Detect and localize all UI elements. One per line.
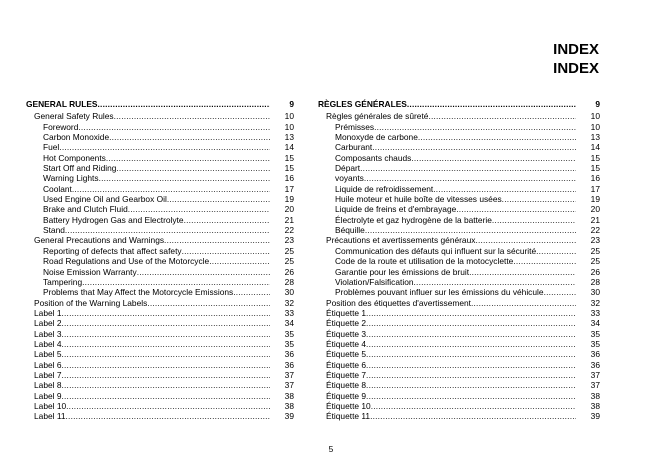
toc-dot-leader [61,370,270,380]
toc-entry-title: Noise Emission Warranty [43,266,137,277]
toc-dot-leader [544,287,576,297]
toc-entry-title: Étiquette 11 [326,411,371,422]
toc-entry[interactable] [318,370,600,380]
toc-entry-page: 25 [590,245,600,256]
toc-entry-page: 33 [284,307,294,318]
toc-dot-leader [433,184,576,194]
toc-entry-page: 25 [284,245,294,256]
toc-entry[interactable] [318,277,600,287]
toc-dot-leader [66,411,270,421]
toc-dot-leader [167,194,270,204]
toc-entry-title: Coolant [43,183,72,194]
toc-entry[interactable] [26,215,294,225]
toc-entry-title: Composants chauds [335,152,412,163]
toc-entry[interactable] [26,194,294,204]
toc-dot-leader [502,194,576,204]
toc-entry-title: Label 1 [34,307,62,318]
toc-entry-title: Garantie pour les émissions de bruit [335,266,470,277]
toc-entry-page: 23 [590,235,600,246]
toc-entry-page: 15 [284,163,294,174]
toc-entry[interactable] [26,308,294,318]
toc-entry-title: Étiquette 10 [326,400,371,411]
toc-entry[interactable] [26,339,294,349]
toc-entry[interactable] [318,329,600,339]
toc-entry-page: 32 [590,297,600,308]
toc-dot-leader [366,360,576,370]
toc-entry-page: 26 [590,266,600,277]
toc-entry[interactable] [318,298,600,308]
toc-entry-title: Précautions et avertissements généraux [326,235,476,246]
toc-entry[interactable] [318,318,600,328]
toc-entry-title: Label 7 [34,369,62,380]
toc-dot-leader [106,153,270,163]
toc-entry-page: 10 [590,121,600,132]
toc-entry-title: Label 3 [34,328,62,339]
toc-entry-page: 34 [590,318,600,329]
toc-entry[interactable] [26,380,294,390]
toc-entry-title: Position of the Warning Labels [34,297,148,308]
toc-dot-leader [366,370,576,380]
toc-dot-leader [475,235,576,245]
toc-entry[interactable] [318,194,600,204]
toc-entry-title: Violation/Falsification [335,276,414,287]
toc-entry-page: 38 [284,390,294,401]
toc-entry-title: Label 9 [34,390,62,401]
toc-dot-leader [364,173,576,183]
toc-entry[interactable] [318,380,600,390]
toc-entry-title: Électrolyte et gaz hydrogène de la batterie [335,214,492,225]
toc-entry[interactable] [26,411,294,421]
toc-entry-title: Used Engine Oil and Gearbox Oil [43,194,167,205]
toc-entry[interactable] [26,204,294,214]
toc-entry[interactable] [318,360,600,370]
toc-entry[interactable] [318,225,600,235]
toc-dot-leader [61,308,270,318]
toc-entry-title: Monoxyde de carbone [335,132,418,143]
toc-dot-leader [61,339,270,349]
toc-entry[interactable] [26,277,294,287]
toc-entry-page: 37 [284,369,294,380]
toc-entry-page: 33 [590,307,600,318]
toc-entry-page: 16 [590,173,600,184]
toc-dot-leader [366,349,576,359]
toc-entry-title: Brake and Clutch Fluid [43,204,128,215]
toc-entry-title: Étiquette 2 [326,318,367,329]
toc-entry-page: 17 [590,183,600,194]
toc-dot-leader [366,318,576,328]
index-title-en: INDEX [553,41,599,58]
toc-entry-title: Hot Components [43,152,106,163]
toc-dot-leader [372,142,576,152]
toc-entry-page: 20 [284,204,294,215]
toc-dot-leader [471,298,576,308]
toc-dot-leader [98,99,270,109]
toc-entry[interactable] [318,339,600,349]
toc-entry-title: Carbon Monoxide [43,132,110,143]
toc-entry-page: 28 [284,276,294,287]
toc-entry[interactable] [26,391,294,401]
toc-entry[interactable] [318,204,600,214]
toc-entry-page: 38 [590,390,600,401]
toc-entry[interactable] [26,287,294,297]
page-number: 5 [328,444,334,454]
toc-entry-page: 15 [284,152,294,163]
toc-dot-leader [414,277,576,287]
toc-dot-leader [128,204,270,214]
toc-entry[interactable] [318,142,600,152]
toc-entry-title: Étiquette 3 [326,328,367,339]
toc-entry-title: Code de la route et utilisation de la motocyclette [335,256,514,267]
toc-entry-title: Label 11 [34,411,66,422]
toc-entry-title: Battery Hydrogen Gas and Electrolyte [43,214,184,225]
toc-dot-leader [78,122,270,132]
toc-entry-title: Start Off and Riding [43,163,117,174]
toc-entry-title: Étiquette 5 [326,349,367,360]
toc-entry-page: 10 [284,121,294,132]
toc-entry-page: 25 [284,256,294,267]
toc-entry[interactable] [318,308,600,318]
toc-entry-title: Label 6 [34,359,62,370]
toc-entry[interactable] [318,122,600,132]
toc-entry-page: 9 [595,99,600,109]
toc-dot-leader [61,349,270,359]
toc-entry-page: 37 [284,380,294,391]
index-titles [553,40,599,78]
toc-entry-title: Départ [335,163,361,174]
toc-entry-page: 34 [284,318,294,329]
toc-entry-page: 39 [284,411,294,422]
toc-entry[interactable] [26,401,294,411]
toc-entry-page: 20 [590,204,600,215]
toc-entry[interactable] [318,153,600,163]
toc-dot-leader [209,256,270,266]
toc-entry-page: 36 [284,359,294,370]
toc-dot-leader [82,277,270,287]
toc-entry-page: 35 [590,328,600,339]
toc-dot-leader [360,163,576,173]
toc-dot-leader [366,339,576,349]
toc-entry-page: 37 [590,369,600,380]
toc-entry-title: Label 4 [34,338,62,349]
toc-entry-page: 10 [284,111,294,122]
toc-dot-leader [428,111,576,121]
toc-entry-page: 16 [284,173,294,184]
toc-entry-page: 35 [590,338,600,349]
toc-entry-title: Étiquette 7 [326,369,367,380]
toc-dot-leader [61,318,270,328]
toc-entry[interactable] [26,256,294,266]
toc-entry-page: 30 [590,287,600,298]
toc-entry-page: 17 [284,183,294,194]
toc-entry[interactable] [26,349,294,359]
toc-entry-page: 13 [590,132,600,143]
toc-dot-leader [371,401,576,411]
toc-entry-page: 22 [590,225,600,236]
toc-entry-page: 38 [284,400,294,411]
toc-entry-page: 23 [284,235,294,246]
toc-entry-page: 21 [284,214,294,225]
toc-entry[interactable] [318,256,600,266]
toc-entry-title: General Safety Rules [34,111,114,122]
toc-dot-leader [182,246,270,256]
toc-dot-leader [164,235,270,245]
toc-entry-title: voyants [335,173,364,184]
toc-entry[interactable] [26,142,294,152]
index-title-fr: INDEX [553,60,599,77]
toc-entry-title: Béquille [335,225,365,236]
toc-column-french [318,99,600,422]
toc-entry-page: 35 [284,338,294,349]
toc-entry[interactable] [26,153,294,163]
toc-section-heading[interactable] [318,99,600,109]
toc-entry-page: 14 [284,142,294,153]
toc-entry-title: Étiquette 4 [326,338,367,349]
toc-entry[interactable] [26,111,294,121]
toc-entry-page: 22 [284,225,294,236]
toc-entry-page: 36 [590,349,600,360]
toc-entry-title: Label 2 [34,318,62,329]
toc-dot-leader [109,132,270,142]
toc-dot-leader [61,360,270,370]
toc-entry[interactable] [26,246,294,256]
toc-dot-leader [407,99,576,109]
toc-entry-title: Tampering [43,276,83,287]
toc-entry-title: Foreword [43,121,79,132]
toc-dot-leader [65,225,270,235]
toc-entry-page: 13 [284,132,294,143]
toc-dot-leader [184,215,270,225]
toc-entry-title: Communication des défauts qui influent sur la sécurité [335,245,537,256]
toc-dot-leader [374,122,576,132]
toc-entry[interactable] [26,122,294,132]
toc-entry-title: General Precautions and Warnings [34,235,165,246]
toc-entry[interactable] [26,184,294,194]
toc-entry-page: 30 [284,287,294,298]
toc-dot-leader [99,173,270,183]
toc-entry[interactable] [26,298,294,308]
toc-entry-page: 14 [590,142,600,153]
toc-entry-title: Warning Lights [43,173,99,184]
toc-dot-leader [147,298,270,308]
toc-entry-title: Carburant [335,142,373,153]
toc-entry[interactable] [318,173,600,183]
toc-entry[interactable] [26,225,294,235]
toc-dot-leader [61,380,270,390]
toc-entry-page: 25 [590,256,600,267]
toc-entry[interactable] [318,132,600,142]
toc-dot-leader [365,225,576,235]
toc-dot-leader [469,267,576,277]
toc-entry-page: 19 [590,194,600,205]
toc-dot-leader [370,411,576,421]
toc-entry-page: 35 [284,328,294,339]
toc-entry-page: 39 [590,411,600,422]
toc-entry-title: Liquide de freins et d'embrayage [335,204,457,215]
toc-dot-leader [366,391,576,401]
toc-entry-title: Liquide de refroidissement [335,183,434,194]
toc-entry[interactable] [318,184,600,194]
toc-entry-title: Étiquette 8 [326,380,367,391]
toc-entry-page: 36 [284,349,294,360]
toc-dot-leader [366,329,576,339]
toc-dot-leader [366,380,576,390]
toc-entry-title: Label 10 [34,400,67,411]
toc-entry-page: 38 [590,400,600,411]
toc-entry[interactable] [318,163,600,173]
toc-dot-leader [233,287,270,297]
toc-dot-leader [66,401,270,411]
toc-entry-page: 19 [284,194,294,205]
toc-dot-leader [61,329,270,339]
toc-entry-title: RÈGLES GÉNÉRALES [318,99,407,109]
toc-entry-title: Problèmes pouvant influer sur les émissions du véhicule [335,287,544,298]
toc-entry-title: Étiquette 9 [326,390,367,401]
toc-dot-leader [137,267,270,277]
toc-entry-title: Label 5 [34,349,62,360]
toc-entry-title: Étiquette 1 [326,307,367,318]
toc-column-english [26,99,294,422]
toc-entry[interactable] [26,370,294,380]
toc-entry-title: Fuel [43,142,60,153]
toc-dot-leader [366,308,576,318]
toc-entry-page: 36 [590,359,600,370]
toc-dot-leader [411,153,576,163]
toc-entry-page: 32 [284,297,294,308]
toc-entry-title: Huile moteur et huile boîte de vitesses usées [335,194,502,205]
toc-entry-page: 37 [590,380,600,391]
toc-entry[interactable] [318,111,600,121]
toc-dot-leader [492,215,576,225]
toc-entry-title: Stand [43,225,65,236]
toc-entry[interactable] [26,235,294,245]
toc-entry-title: Problems that May Affect the Motorcycle Emissions [43,287,234,298]
toc-entry-title: Prémisses [335,121,375,132]
toc-dot-leader [418,132,576,142]
toc-entry-title: Étiquette 6 [326,359,367,370]
toc-section-heading[interactable] [26,99,294,109]
toc-entry-title: Règles générales de sûreté [326,111,429,122]
toc-entry-page: 9 [289,99,294,109]
toc-entry-page: 21 [590,214,600,225]
toc-entry[interactable] [26,318,294,328]
toc-dot-leader [59,142,270,152]
toc-entry-title: Position des étiquettes d'avertissement [326,297,471,308]
toc-entry[interactable] [26,163,294,173]
toc-dot-leader [114,111,270,121]
toc-dot-leader [536,246,576,256]
toc-entry[interactable] [26,132,294,142]
toc-dot-leader [72,184,270,194]
toc-entry-page: 26 [284,266,294,277]
toc-entry-title: Road Regulations and Use of the Motorcycle [43,256,210,267]
toc-entry[interactable] [318,287,600,297]
toc-dot-leader [513,256,576,266]
toc-dot-leader [456,204,576,214]
toc-dot-leader [116,163,270,173]
toc-entry[interactable] [318,235,600,245]
toc-entry[interactable] [26,267,294,277]
toc-entry[interactable] [318,215,600,225]
toc-entry[interactable] [318,391,600,401]
toc-entry-title: Reporting of defects that affect safety [43,245,182,256]
toc-entry[interactable] [318,267,600,277]
toc-entry[interactable] [318,349,600,359]
toc-entry-page: 10 [590,111,600,122]
toc-entry[interactable] [26,173,294,183]
toc-entry-page: 15 [590,152,600,163]
toc-entry-title: Label 8 [34,380,62,391]
toc-entry-title: GENERAL RULES [26,99,98,109]
toc-entry-page: 28 [590,276,600,287]
toc-entry[interactable] [26,360,294,370]
toc-dot-leader [61,391,270,401]
toc-entry[interactable] [318,411,600,421]
toc-entry[interactable] [26,329,294,339]
toc-entry[interactable] [318,401,600,411]
toc-entry-page: 15 [590,163,600,174]
toc-entry[interactable] [318,246,600,256]
